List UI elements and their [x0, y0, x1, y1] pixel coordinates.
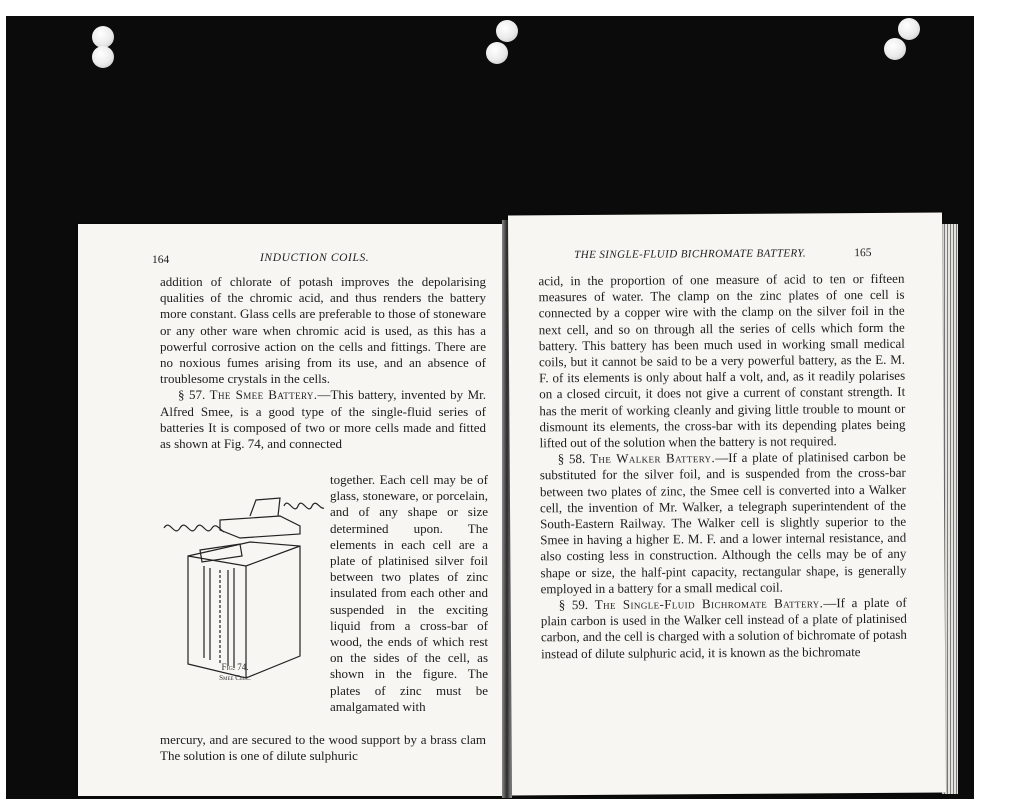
running-head-right: THE SINGLE-FLUID BICHROMATE BATTERY. — [574, 247, 807, 262]
pin-left — [92, 26, 114, 48]
section-58 — [540, 449, 907, 597]
section-57-lead — [160, 387, 486, 452]
right-body — [538, 271, 907, 662]
section-57-title: The Smee Battery. — [209, 387, 318, 403]
section-59 — [541, 595, 907, 662]
left-wrap-text: together. Each cell may be of glass, stoneware, or porcelain, and of any shape or size determined upon. The elements in each cell are a plate of platinised silver foil between two plates of zinc insulated from each other and suspended in the exciting liquid from a cross-bar of wood, the ends of which rest on the sides of the cell, as shown in the figure. The plates of zinc must be amalgamated with — [330, 472, 488, 714]
figure-subcaption: Smee Cell. — [219, 674, 251, 682]
left-bottom-text: mercury, and are secured to the wood support by a brass clam The solution is one of dilute sulphuric — [160, 732, 486, 764]
section-59-title: The Single-Fluid Bichromate Battery. — [594, 595, 824, 612]
right-page — [508, 212, 946, 795]
pin-left-lower — [92, 46, 114, 68]
pin-right — [898, 18, 920, 40]
pin-right-lower — [884, 38, 906, 60]
section-57-text: —This battery, invented by Mr. Alfred Smee, is a good type of the single-fluid series of batteries It is composed of two or more cells made and fitted as shown at Fig. 74, and connected — [160, 387, 487, 452]
pin-center-lower — [486, 42, 508, 64]
left-body-top — [160, 274, 486, 452]
figure-caption: Fig. 74. — [221, 662, 249, 672]
page-number-right: 165 — [854, 246, 872, 260]
section-58-text: —If a plate of platinised carbon be substituted for the silver foil, and is suspended from the cross-bar between two plates of zinc, the Smee cell is converted into a Walker cell, the invention of Mr. Walker, a telegraph superintendent of the South-Eastern Railway. The Walker cell is slightly superior to the Smee in having a higher E. M. F. and a lower internal resistance, and also costing less in construction. Although the cells may be of any shape or size, the half-pint capacity, rectangular shape, is generally employed in a battery for a small medical coil. — [539, 448, 907, 597]
figure-smee-cell — [160, 486, 328, 714]
left-page — [78, 224, 504, 796]
section-57-number: § 57. — [178, 387, 206, 403]
running-head-left: INDUCTION COILS. — [260, 252, 370, 264]
page-number-left: 164 — [152, 254, 170, 266]
section-58-number: § 58. — [557, 451, 586, 467]
section-59-text: —If a plate of plain carbon is used in the Walker cell instead of a plate of platinised carbon, and the cell is charged with a solution of bichromate of potash instead of dilute sulphuric acid, it is known as the bichromate — [540, 594, 907, 661]
paragraph-smee-continued: acid, in the proportion of one measure of acid to ten or fifteen measures of water. The clamp on the zinc plates of one cell is connected by a copper wire with the clamp on the silver foil in the next cell, and so on through all the series of cells which form the battery. This battery has been much used in working small medical coils, but it cannot be said to be a very powerful battery, as the E. M. F. of its elements is only about half a volt, and, as it readily polarises on a closed circuit, it does not give a current of constant strength. It has the merit of working cleanly and giving little trouble to mount or dismount its elements, the cross-bar with its depending plates being lifted out of the solution when the battery is not required. — [538, 270, 906, 451]
pin-center — [496, 20, 518, 42]
paragraph-depolarising: addition of chlorate of potash improves the depolarising qualities of the chromic acid, and thus renders the battery more constant. Glass cells are preferable to those of stoneware or any other ware when chromic acid is used, as this has a powerful corrosive action on the cells and fittings. There are no noxious fumes arising from its use, and an absence of troublesome crystals in the cells. — [160, 274, 486, 387]
section-58-title: The Walker Battery. — [590, 450, 716, 467]
section-59-number: § 59. — [558, 597, 589, 613]
